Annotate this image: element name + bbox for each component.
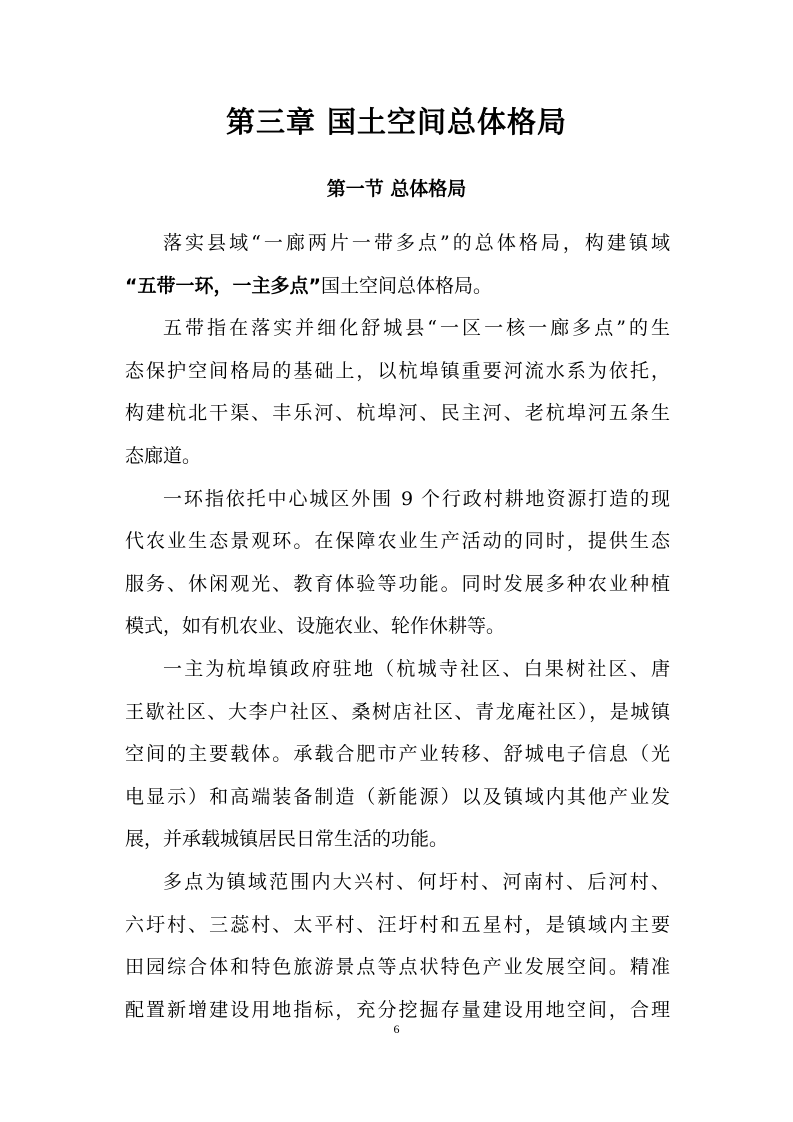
- section-title: 第一节 总体格局: [326, 178, 467, 200]
- chapter-title: 第三章 国土空间总体格局: [225, 105, 568, 139]
- page-number: 6: [393, 1022, 400, 1036]
- paragraph-line: 一主为杭埠镇政府驻地（杭城寺社区、白果树社区、唐: [163, 657, 670, 680]
- paragraph-line-tail: 国土空间总体格局。: [320, 274, 492, 297]
- paragraph-line: 态保护空间格局的基础上，以杭埠镇重要河流水系为依托，: [125, 359, 670, 382]
- paragraph-one-ring: [125, 478, 670, 648]
- paragraph-five-belts: [125, 307, 670, 477]
- paragraph-line: 代农业生态景观环。在保障农业生产活动的同时，提供生态: [125, 530, 670, 553]
- paragraph-line: 展，并承载城镇居民日常生活的功能。: [125, 828, 449, 851]
- paragraph-line: 一环指依托中心城区外围 9 个行政村耕地资源打造的现: [163, 487, 670, 510]
- paragraph-line: 态廊道。: [125, 444, 202, 467]
- paragraph-one-core: [125, 648, 670, 861]
- emphasized-phrase: “五带一环，一主多点”: [125, 274, 321, 297]
- paragraph-line: 落实县域“一廊两片一带多点”的总体格局，构建镇域: [163, 232, 670, 254]
- paragraph-line: 服务、休闲观光、教育体验等功能。同时发展多种农业种植: [125, 572, 670, 595]
- paragraph-line: 电显示）和高端装备制造（新能源）以及镇域内其他产业发: [125, 785, 670, 808]
- paragraph-line: 五带指在落实并细化舒城县“一区一核一廊多点”的生: [163, 317, 670, 340]
- paragraph-line: [125, 265, 670, 308]
- paragraph-line: 六圩村、三蕊村、太平村、汪圩村和五星村，是镇域内主要: [125, 913, 670, 936]
- paragraph-line: 田园综合体和特色旅游景点等点状特色产业发展空间。精准: [125, 956, 670, 979]
- paragraph-line: 王歇社区、大李户社区、桑树店社区、青龙庵社区），是城镇: [125, 700, 670, 723]
- paragraph-line: 构建杭北干渠、丰乐河、杭埠河、民主河、老杭埠河五条生: [125, 402, 670, 425]
- paragraph-line: 多点为镇域范围内大兴村、何圩村、河南村、后河村、: [163, 870, 670, 893]
- paragraph-line: 空间的主要载体。承载合肥市产业转移、舒城电子信息（光: [125, 743, 670, 766]
- paragraph-line: 模式，如有机农业、设施农业、轮作休耕等。: [125, 615, 506, 638]
- paragraph-overall-pattern: [125, 222, 670, 307]
- body-text: [125, 222, 670, 1031]
- paragraph-multiple-points: [125, 861, 670, 1031]
- paragraph-line: 配置新增建设用地指标，充分挖掘存量建设用地空间，合理: [125, 998, 670, 1021]
